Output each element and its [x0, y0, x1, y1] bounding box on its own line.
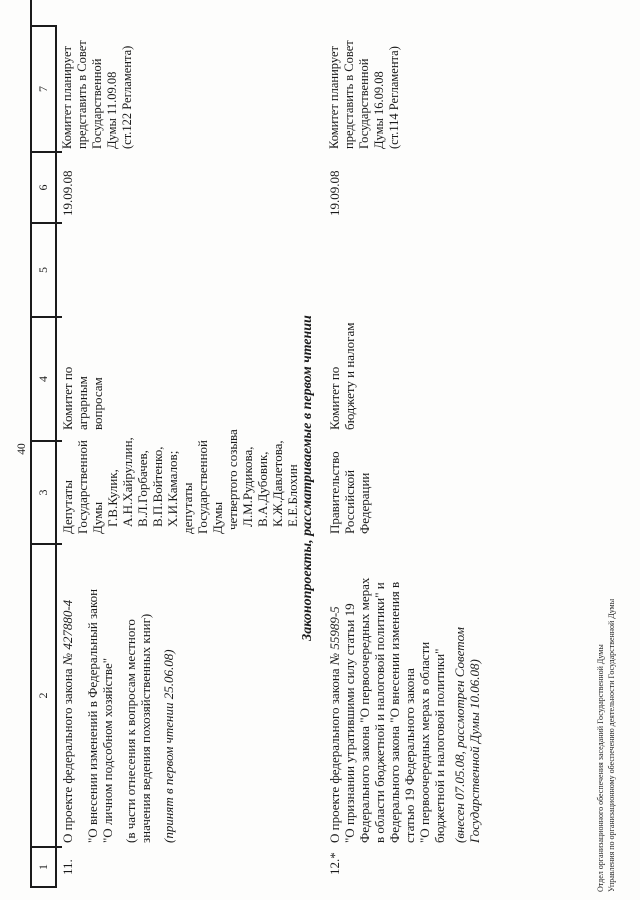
- subject-title: О проекте федерального закона № 55989-5: [327, 606, 342, 843]
- grid-tick: [56, 151, 62, 153]
- initiator-line: Федерации: [357, 472, 372, 534]
- initiator-line: Думы: [210, 501, 225, 534]
- subject-line: статью 19 Федерального закона: [402, 668, 417, 843]
- plan-line: Комитет планирует: [327, 46, 341, 149]
- header-cell-5: 5: [32, 222, 55, 316]
- plan-line: (ст.122 Регламента): [120, 45, 134, 149]
- initiator-line: Г.В.Кулик,: [105, 469, 120, 527]
- grid-tick: [56, 222, 62, 224]
- plan-line: Государственной: [90, 58, 104, 149]
- initiator-line: Государственной: [195, 439, 210, 534]
- initiator-line: Думы: [90, 501, 105, 534]
- bill-registry-number: № 55989-5: [327, 606, 342, 666]
- bill-number: 12.*: [327, 852, 342, 875]
- plan-cell: [60, 23, 135, 149]
- initiator-line: Государственной: [75, 439, 90, 534]
- initiators-cell: [60, 429, 300, 534]
- plan-line: представить в Совет: [75, 40, 89, 149]
- committee-line: вопросам: [90, 377, 105, 430]
- committee-cell: [60, 315, 105, 430]
- initiator-line: В.А.Дубовик,: [255, 451, 270, 527]
- bill-subject-cell: [327, 543, 482, 843]
- header-cell-4: 4: [32, 316, 55, 440]
- initiator-line: Правительство: [327, 451, 342, 534]
- plan-line: Государственной: [357, 58, 371, 149]
- committee-line: аграрным: [75, 376, 90, 430]
- header-cell-7: 7: [36, 86, 50, 92]
- subject-line: в области бюджетной и налоговой политики" и: [372, 582, 387, 843]
- subject-line: Федерального закона "О внесении изменения в: [387, 581, 402, 843]
- plan-line: Думы 16.09.08: [372, 71, 386, 149]
- bill-subject-cell: [60, 543, 176, 843]
- initiator-line: К.Ж.Давлетова,: [270, 440, 285, 527]
- initiator-line: Х.И.Камалов;: [165, 450, 180, 527]
- subject-line: "О первоочередных мерах в области: [417, 641, 432, 843]
- section-heading: Законопроекты, рассматриваемые в первом чтении: [300, 315, 315, 641]
- plan-cell: [327, 23, 402, 149]
- bill-number: 11.: [60, 859, 75, 875]
- initiator-line: Л.М.Рудикова,: [240, 446, 255, 527]
- date-cell: 19.09.08: [327, 170, 342, 216]
- subject-line: "О признании утратившими силу статьи 19: [342, 603, 357, 843]
- initiator-line: четвертого созыва: [225, 429, 240, 530]
- initiator-line: А.Н.Хайруллин,: [120, 437, 135, 527]
- plan-line: Комитет планирует: [60, 46, 74, 149]
- committee-line: Комитет по: [327, 366, 342, 430]
- subject-line: бюджетной и налоговой политики": [432, 648, 447, 843]
- plan-line: Думы 11.09.08: [105, 71, 119, 149]
- subject-line: "О внесении изменений в Федеральный закон: [85, 588, 100, 843]
- subject-note: Государственной Думы 10.06.08): [467, 659, 482, 843]
- subject-line: значения ведения похозяйственных книг): [138, 613, 153, 843]
- footer-line: Отдел организационного обеспечения заседаний Государственной Думы: [596, 644, 605, 892]
- committee-cell: [327, 315, 357, 430]
- subject-title: О проекте федерального закона № 427880-4: [60, 599, 75, 843]
- header-cell-6: 6: [32, 151, 55, 222]
- footer-note: [596, 599, 617, 892]
- header-cell-3: 3: [32, 440, 55, 543]
- date-cell: 19.09.08: [60, 170, 75, 216]
- table-header-row: [30, 25, 57, 888]
- plan-line: представить в Совет: [342, 40, 356, 149]
- initiator-line: депутаты: [180, 482, 195, 534]
- header-cell-2: 2: [32, 543, 55, 846]
- initiators-cell: [327, 437, 372, 534]
- subject-line: Федерального закона "О первоочередных мерах: [357, 577, 372, 843]
- footer-line: Управления по организационному обеспечению деятельности Государственной Думы: [606, 598, 616, 892]
- page-number: 40: [16, 443, 28, 455]
- committee-line: бюджету и налогам: [342, 322, 357, 430]
- subject-note: (принят в первом чтении 25.06.08): [161, 649, 176, 843]
- initiator-line: В.Л.Горбачев,: [135, 450, 150, 527]
- subject-line: "О личном подсобном хозяйстве": [100, 657, 115, 843]
- bill-registry-number: № 427880-4: [60, 599, 75, 666]
- initiator-line: Российской: [342, 469, 357, 534]
- border-artifact: [30, 0, 32, 27]
- initiator-line: В.П.Войтенко,: [150, 446, 165, 527]
- subject-line: (в части отнесения к вопросам местного: [123, 619, 138, 843]
- initiator-line: Е.Е.Блохин: [285, 464, 300, 527]
- plan-line: (ст.114 Регламента): [387, 46, 401, 149]
- header-cell-1: 1: [32, 846, 55, 886]
- committee-line: Комитет по: [60, 366, 75, 430]
- initiator-line: Депутаты: [60, 480, 75, 534]
- subject-note: (внесен 07.05.08, рассмотрен Советом: [452, 627, 467, 843]
